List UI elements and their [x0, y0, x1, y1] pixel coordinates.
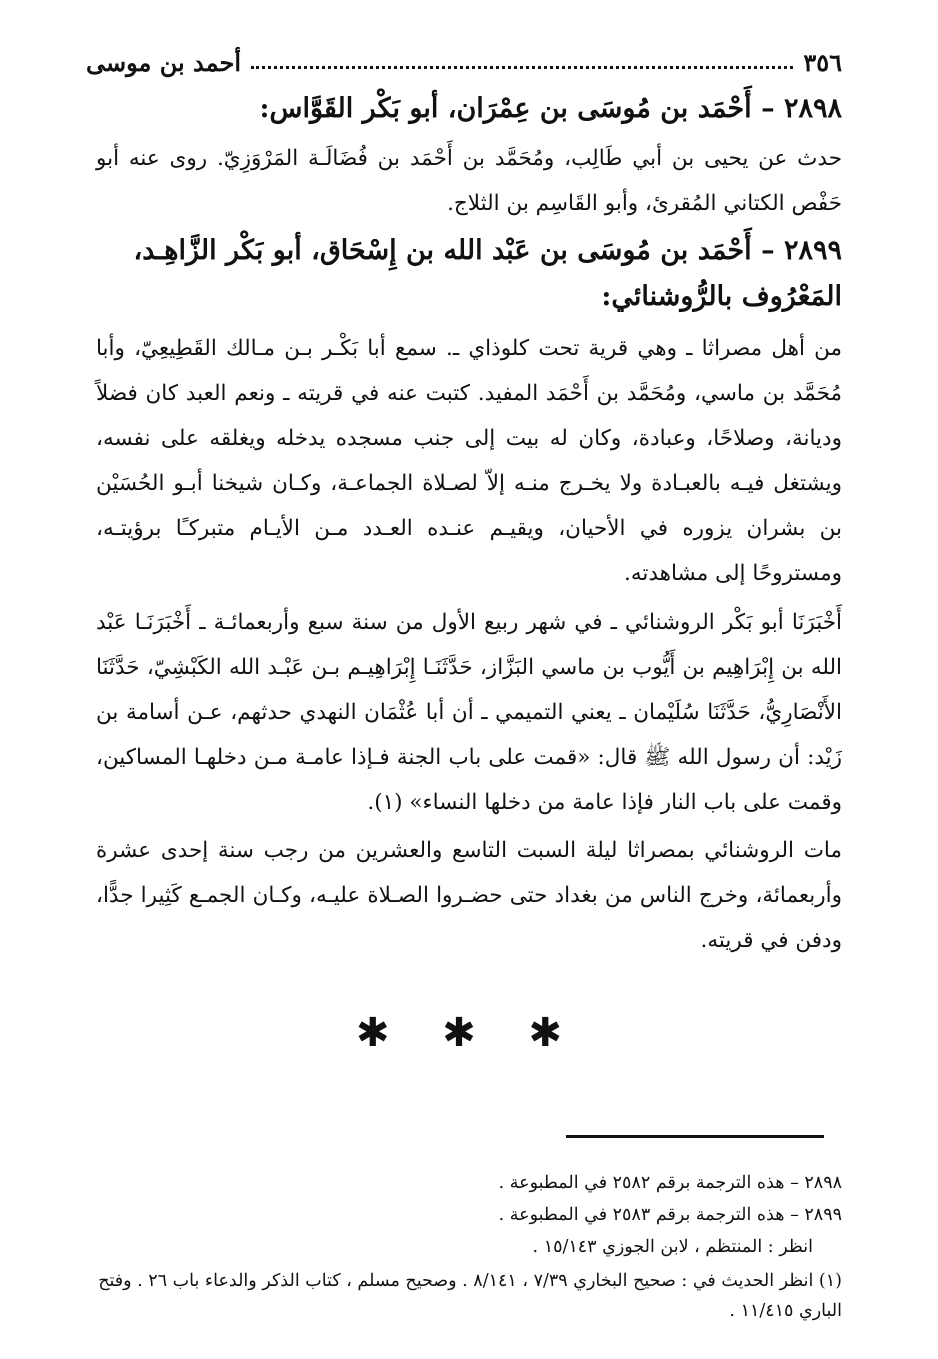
entry-title-2899: ٢٨٩٩ – أَحْمَد بن مُوسَى بن عَبْد الله بن إِسْحَاق، أبو بَكْر الزَّاهِـد، المَعْرُوف بالرُّوشنائي:	[133, 235, 842, 312]
footnote: ٢٨٩٨ – هذه الترجمة برقم ٢٥٨٢ في المطبوعة .	[498, 1173, 842, 1193]
page-number: ٣٥٦	[803, 47, 842, 77]
section-separator: ✱ ✱ ✱	[356, 1010, 582, 1056]
death-paragraph: مات الروشنائي بمصراثا ليلة السبت التاسع والعشرين من رجب سنة إحدى عشرة وأربعمائة، وخرج الناس من بغداد حتى حضـروا الصـلاة عليـه، وكـان الجمـع كَثِيرا جدًّا، ودفن في قريته.	[96, 838, 842, 953]
footnote: انظر : المنتظم ، لابن الجوزي ١٥/١٤٣ .	[532, 1237, 813, 1257]
footnote: (١) انظر الحديث في : صحيح البخاري ٧/٣٩ ، ٨/١٤١ . وصحيح مسلم ، كتاب الذكر والدعاء باب ٢٦ . وفتح الباري ١١/٤١٥ .	[98, 1271, 842, 1321]
page-header	[86, 42, 842, 82]
running-title: أحمد بن موسى	[86, 47, 242, 77]
entry-paragraph: من أهل مصراثا ـ وهي قرية تحت كلوذاي ـ. سمع أبا بَكْـر بـن مـالك القَطِيعِيّ، وأبا مُحَمَّد بن ماسي، ومُحَمَّد بن أَحْمَد المفيد. كتبت عنه في قريته ـ ونعم العبد كان فضلاً وديانة، وصلاحًا، وعبادة، وكان له بيت إلى جنب مسجده يدخله ويغلقه على نفسه، ويشتغل فيـه بالعبـادة ولا يخـرج منـه إلاّ لصـلاة الجماعـة، وكـان شيخنا أبـو الحُسَيْن بن بشران يزوره في الأحيان، ويقيـم عنـده العـدد مـن الأيـام متبركـًا برؤيتـه، ومستروحًا إلى مشاهدته.	[96, 336, 842, 586]
entry-title-2898: ٢٨٩٨ – أَحْمَد بن مُوسَى بن عِمْرَان، أبو بَكْر القَوَّاس:	[259, 93, 842, 124]
header-dot-leader	[251, 56, 793, 69]
footnote: ٢٨٩٩ – هذه الترجمة برقم ٢٥٨٣ في المطبوعة .	[498, 1205, 842, 1225]
hadith-paragraph: أَخْبَرَنَا أبو بَكْر الروشنائي ـ في شهر ربيع الأول من سنة سبع وأربعمائـة ـ أَخْبَرَنَـا عَبْد الله بن إِبْرَاهِيم بن أَيُّوب بن ماسي البَزَّاز، حَدَّثَنَـا إِبْرَاهِيـم بـن عَبْـد الله الكَبْشِيّ، حَدَّثَنَا الأَنْصَارِيُّ، حَدَّثَنَا سُلَيْمان ـ يعني التميمي ـ أن أبا عُثْمَان النهدي حدثهم، عـن أسامة بن زَيْد: أن رسول الله ﷺ قال: «قمت على باب الجنة فـإذا عامـة مـن دخلهـا المساكين، وقمت على باب النار فإذا عامة من دخلها النساء» (١).	[96, 610, 842, 815]
footnote-rule	[566, 1135, 824, 1138]
entry-paragraph: حدث عن يحيى بن أبي طَالِب، ومُحَمَّد بن أَحْمَد بن فُضَالَـة المَرْوَزِيّ. روى عنه أبو حَفْص الكتاني المُقرئ، وأبو القَاسِم بن الثلاج.	[96, 146, 842, 216]
